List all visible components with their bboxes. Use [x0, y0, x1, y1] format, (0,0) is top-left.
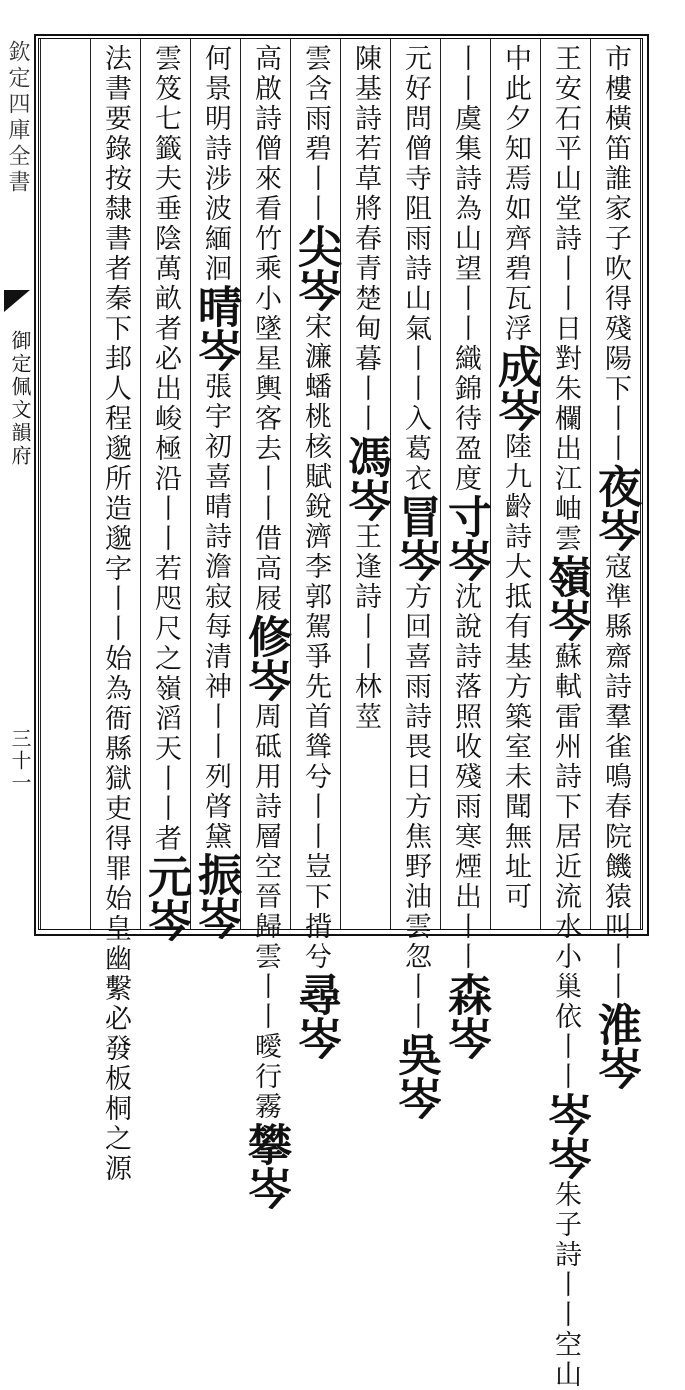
column-text: 詩丨丨日對朱 — [550, 224, 581, 404]
headword: 冒岑 — [390, 494, 441, 582]
column-text: 法書要錄按隸書者秦下邽人程邈所造 — [100, 44, 131, 524]
column-text: 方回喜雨詩畏日方 — [400, 582, 431, 822]
column-text: 濟李郭駕爭先 — [300, 522, 331, 702]
column-text: 輿客去丨丨借高屐 — [250, 374, 281, 614]
column-rule — [290, 39, 291, 929]
column-rule — [490, 39, 491, 929]
headword: 攀岑 — [240, 1122, 291, 1210]
column-text: 陳基 — [350, 44, 381, 104]
text-column — [95, 44, 135, 1184]
column-text: 必發板桐之源 — [100, 1004, 131, 1184]
headword: 寸岑 — [440, 494, 491, 582]
column-text: 張宇初喜晴詩澹寂 — [200, 372, 231, 612]
margin-book-title: 御定佩文韻府 — [8, 330, 32, 468]
column-text: 寇準縣齋詩羣雀鳴 — [600, 552, 631, 792]
headword: 晴岑 — [190, 284, 241, 372]
column-text: 陸九齡詩大抵有基方築室未聞無址可 — [500, 432, 531, 912]
column-text: 朱子詩丨丨空山 — [550, 1180, 581, 1390]
column-text: 詩若 — [350, 104, 381, 164]
column-text: 沈說詩落照收 — [450, 582, 481, 762]
headword: 馮岑 — [340, 434, 391, 522]
column-rule — [90, 39, 91, 929]
text-column — [45, 44, 85, 924]
column-text: 每清神丨丨列䏿黛 — [200, 612, 231, 852]
column-text: 之嶺滔天丨丨者 — [150, 644, 181, 854]
column-text: 何景 — [200, 44, 231, 104]
margin-header: 欽定四庫全書 — [5, 40, 30, 196]
headword: 岑 — [490, 388, 541, 432]
column-text: 吹得殘陽下丨丨 — [600, 254, 631, 464]
column-text: 歸雲丨丨曖行霧 — [250, 912, 281, 1122]
page-number: 三十一 — [8, 728, 32, 794]
fish-tail-ornament — [4, 290, 30, 312]
column-text: 王逢詩丨丨林莖 — [350, 522, 381, 732]
headword: 淮岑 — [590, 1002, 641, 1090]
column-text: 元好問僧寺阻雨詩 — [400, 44, 431, 284]
column-text: 殘雨寒煙出丨 — [450, 762, 481, 942]
column-text: 萬畝者必出峻極 — [150, 254, 181, 464]
column-rule — [140, 39, 141, 929]
column-text: 欄出江岫雲 — [550, 404, 581, 554]
text-column — [540, 44, 591, 1390]
column-text: 流水小巢依丨丨 — [550, 882, 581, 1092]
headword: 尖岑 — [290, 224, 341, 312]
text-column — [590, 44, 641, 1090]
headword: 森岑 — [440, 972, 491, 1060]
headword: 岑岑 — [540, 1092, 591, 1180]
column-text: 墜星 — [250, 314, 281, 374]
column-text: 宋濂蟠桃核賦銳 — [300, 312, 331, 522]
headword: 振岑 — [190, 852, 241, 940]
column-rule — [190, 39, 191, 929]
column-text: 丨丨虞集詩為山望丨丨織錦待盈度 — [450, 44, 481, 494]
column-text: 草將春青楚甸暮丨丨 — [350, 164, 381, 434]
text-column — [390, 44, 441, 1120]
text-column — [340, 44, 391, 924]
headword: 修岑 — [240, 614, 291, 702]
headword: 元岑 — [140, 854, 191, 942]
column-rule — [40, 39, 41, 929]
headword: 夜岑 — [590, 464, 641, 552]
text-column — [490, 44, 541, 924]
column-text: 中此夕知焉如 — [500, 44, 531, 224]
headword: 吳岑 — [390, 1032, 441, 1120]
column-text: 王安石平山堂 — [550, 44, 581, 224]
text-column — [440, 44, 491, 1060]
column-text: 齊碧瓦浮 — [500, 224, 531, 344]
column-rule — [540, 39, 541, 929]
column-text: 明詩涉波緬洄 — [200, 104, 231, 284]
column-text: 丨 — [450, 942, 481, 972]
column-rule — [240, 39, 241, 929]
column-text: 揹兮 — [300, 912, 331, 972]
headword: 嶺岑 — [540, 554, 591, 642]
column-text: 邈字丨丨始為衙縣獄吏得罪始皇幽繫 — [100, 524, 131, 1004]
column-text: 焦野油雲忽丨丨 — [400, 822, 431, 1032]
column-text: 雲笈七籤夫垂陰 — [150, 44, 181, 254]
text-column — [290, 44, 341, 1060]
text-column — [190, 44, 241, 940]
column-text: 高啟詩僧來看竹乘小 — [250, 44, 281, 314]
text-column — [240, 44, 291, 1210]
headword: 成 — [490, 344, 541, 388]
column-text: 市樓橫笛誰家子 — [600, 44, 631, 254]
column-text: 蘇軾雷州詩下居近 — [550, 642, 581, 882]
text-column — [140, 44, 191, 942]
column-text: 山氣丨丨入葛衣 — [400, 284, 431, 494]
column-text: 首聳兮丨丨豈下 — [300, 702, 331, 912]
column-text: 雲含雨碧丨丨 — [300, 44, 331, 224]
column-text: 沿丨丨若咫尺 — [150, 464, 181, 644]
column-text: 春院饑猿叫丨丨 — [600, 792, 631, 1002]
column-text: 周砥用詩層空晉 — [250, 702, 281, 912]
column-rule — [440, 39, 441, 929]
headword: 尋岑 — [290, 972, 341, 1060]
